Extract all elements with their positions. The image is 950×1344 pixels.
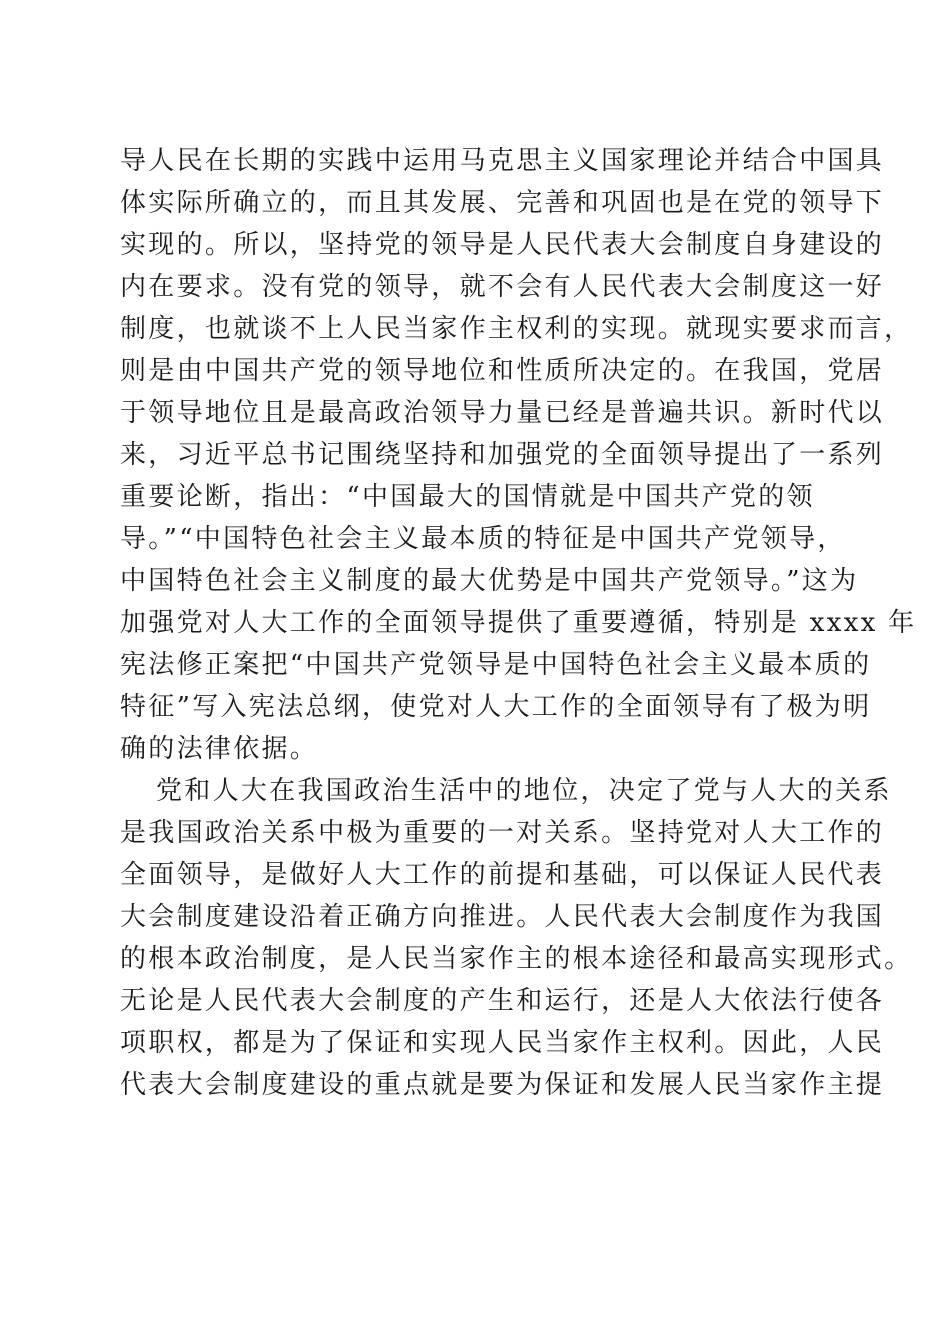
- body-text: [120, 140, 917, 1106]
- text-line: 内在要求。没有党的领导，就不会有人民代表大会制度这一好: [120, 272, 885, 302]
- text-line: 重要论断，指出：“中国最大的国情就是中国共产党的领: [120, 482, 815, 512]
- text-line: 体实际所确立的，而且其发展、完善和巩固也是在党的领导下: [120, 188, 885, 218]
- text-line: 项职权，都是为了保证和实现人民当家作主权利。因此，人民: [120, 1028, 885, 1058]
- paragraph-1: [120, 140, 917, 770]
- text-line: 的根本政治制度，是人民当家作主的根本途径和最高实现形式。: [120, 944, 913, 974]
- text-line: 来，习近平总书记围绕坚持和加强党的全面领导提出了一系列: [120, 440, 885, 470]
- text-line: 无论是人民代表大会制度的产生和运行，还是人大依法行使各: [120, 986, 885, 1016]
- text-line: 党和人大在我国政治生活中的地位，决定了党与人大的关系: [156, 776, 892, 806]
- paragraph-2: [120, 770, 913, 1106]
- text-line: 是我国政治关系中极为重要的一对关系。坚持党对人大工作的: [120, 818, 885, 848]
- text-line: 宪法修正案把“中国共产党领导是中国特色社会主义最本质的: [120, 650, 872, 680]
- text-line: 全面领导，是做好人大工作的前提和基础，可以保证人民代表: [120, 860, 885, 890]
- text-line: 导。”“中国特色社会主义最本质的特征是中国共产党领导，: [120, 524, 846, 554]
- text-line: 中国特色社会主义制度的最大优势是中国共产党领导。”这为: [120, 566, 859, 596]
- text-line: 于领导地位且是最高政治领导力量已经是普遍共识。新时代以: [120, 398, 885, 428]
- text-line: 大会制度建设沿着正确方向推进。人民代表大会制度作为我国: [120, 902, 885, 932]
- text-line: 导人民在长期的实践中运用马克思主义国家理论并结合中国具: [120, 146, 885, 176]
- text-line: 确的法律依据。: [120, 734, 319, 764]
- text-line: 加强党对人大工作的全面领导提供了重要遵循，特别是 xxxx 年: [120, 608, 917, 638]
- text-line: 则是由中国共产党的领导地位和性质所决定的。在我国，党居: [120, 356, 885, 386]
- text-line: 代表大会制度建设的重点就是要为保证和发展人民当家作主提: [120, 1070, 885, 1100]
- text-line: 制度，也就谈不上人民当家作主权利的实现。就现实要求而言，: [120, 314, 913, 344]
- text-line: 实现的。所以，坚持党的领导是人民代表大会制度自身建设的: [120, 230, 885, 260]
- text-line: 特征”写入宪法总纲，使党对人大工作的全面领导有了极为明: [120, 692, 872, 722]
